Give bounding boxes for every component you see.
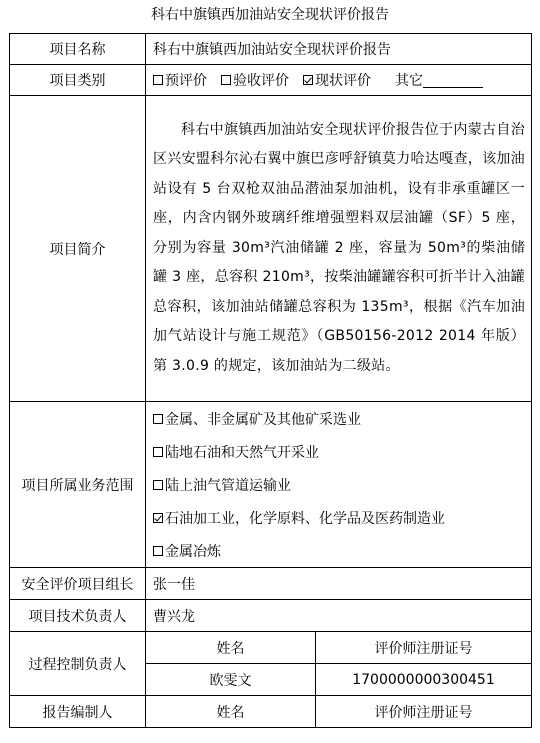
scope-item-metal-smelting[interactable]: 金属冶炼 (153, 534, 531, 567)
row-tech-lead (10, 600, 532, 632)
process-control-label: 过程控制负责人 (10, 632, 146, 696)
scope-cell (146, 402, 532, 568)
report-author-cert-header: 评价师注册证号 (316, 696, 532, 728)
project-type-options (146, 65, 532, 96)
checkbox-icon[interactable] (153, 447, 163, 457)
checkbox-icon[interactable] (221, 75, 231, 85)
scope-label: 项目所属业务范围 (10, 402, 146, 568)
scope-item-mining[interactable]: 金属、非金属矿及其他矿采选业 (153, 402, 531, 435)
team-leader-label: 安全评价项目组长 (10, 568, 146, 600)
document-title: 科右中旗镇西加油站安全现状评价报告 (151, 7, 389, 23)
process-control-name-header: 姓名 (146, 632, 316, 664)
option-other: 其它 (395, 70, 483, 90)
evaluation-info-table (9, 33, 532, 728)
checkbox-icon[interactable] (153, 480, 163, 490)
checkbox-icon[interactable] (153, 414, 163, 424)
checkbox-icon[interactable] (153, 75, 163, 85)
other-blank-line (423, 73, 483, 88)
checked-checkbox-icon[interactable] (303, 75, 313, 85)
row-process-control-header (10, 632, 532, 664)
team-leader-value: 张一佳 (146, 568, 532, 600)
row-project-type (10, 65, 532, 96)
scope-item-petroleum-chemical[interactable]: 石油加工业，化学原料、化学品及医药制造业 (153, 501, 531, 534)
summary-label: 项目简介 (10, 96, 146, 402)
row-business-scope (10, 402, 532, 568)
summary-cell (146, 96, 532, 402)
scope-item-oil-gas-extraction[interactable]: 陆地石油和天然气开采业 (153, 435, 531, 468)
tech-lead-label: 项目技术负责人 (10, 600, 146, 632)
project-type-label: 项目类别 (10, 65, 146, 96)
option-pre-evaluation[interactable]: 预评价 (153, 70, 207, 90)
checked-checkbox-icon[interactable] (153, 513, 163, 523)
project-name-value: 科右中旗镇西加油站安全现状评价报告 (146, 34, 532, 65)
scope-item-pipeline[interactable]: 陆上油气管道运输业 (153, 468, 531, 501)
report-author-label: 报告编制人 (10, 696, 146, 728)
row-team-leader (10, 568, 532, 600)
option-status-evaluation[interactable]: 现状评价 (303, 70, 371, 90)
checkbox-icon[interactable] (153, 546, 163, 556)
project-name-label: 项目名称 (10, 34, 146, 65)
process-control-name: 欧雯文 (146, 664, 316, 696)
row-project-name (10, 34, 532, 65)
row-report-author (10, 696, 532, 728)
process-control-cert: 1700000000300451 (316, 664, 532, 696)
summary-text: 科右中旗镇西加油站安全现状评价报告位于内蒙古自治区兴安盟科尔沁右翼中旗巴彦呼舒镇莫力哈达嘎查，该加油站设有 5 台双枪双油品潜油泵加油机，设有非承重罐区一座，内含内钢外玻璃纤维增强塑料双层油罐（SF）5 座，分别为容量 30m³汽油储罐 2 座，容量为 50m³的柴油储罐 3 座，总容积 210m³，按柴油罐罐容积可折半计入油罐总容积，该加油站储罐总容积为 135m³，根据《汽车加油加气站设计与施工规范》（GB50156-2012 2014 年版）第 3.0.9 的规定，该加油站为二级站。 (153, 121, 525, 374)
option-acceptance-evaluation[interactable]: 验收评价 (221, 70, 289, 90)
process-control-cert-header: 评价师注册证号 (316, 632, 532, 664)
tech-lead-value: 曹兴龙 (146, 600, 532, 632)
row-summary (10, 96, 532, 402)
report-author-name-header: 姓名 (146, 696, 316, 728)
